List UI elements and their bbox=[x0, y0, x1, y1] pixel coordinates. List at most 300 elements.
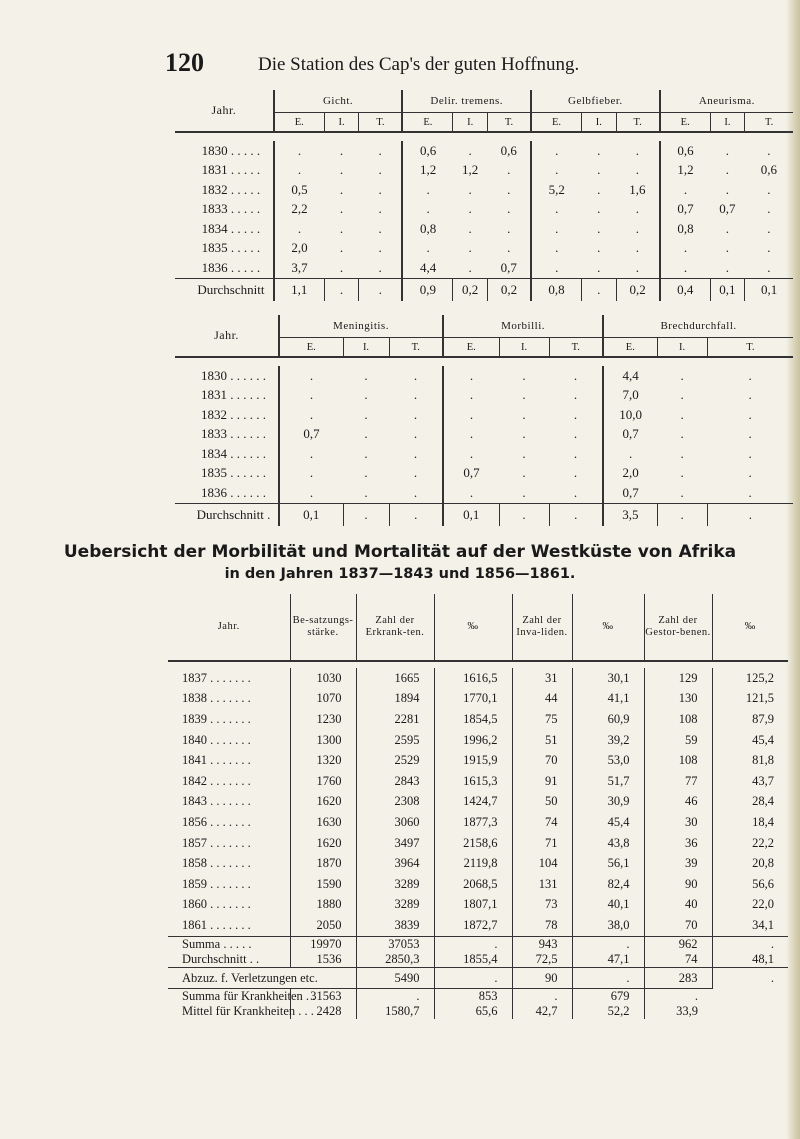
value-cell: 0,7 bbox=[500, 259, 517, 275]
value-cell: . bbox=[680, 406, 684, 422]
value-cell: . bbox=[725, 259, 730, 275]
value-cell: . bbox=[660, 180, 711, 200]
row-label: Mittel für Krankheiten . . . bbox=[182, 1004, 314, 1019]
value-cell: . bbox=[597, 181, 601, 197]
value-cell: . bbox=[279, 366, 343, 386]
value-cell: 4,4 bbox=[402, 258, 453, 278]
value-cell: 1030 bbox=[290, 668, 356, 689]
value-cell: . bbox=[468, 142, 472, 158]
value-cell: 78 bbox=[512, 915, 572, 936]
value-cell: 90 bbox=[644, 874, 712, 895]
value-cell: . bbox=[279, 464, 343, 484]
value-cell: . bbox=[378, 181, 382, 197]
value-cell: 31 bbox=[512, 668, 572, 689]
value-cell: 5,2 bbox=[531, 180, 582, 200]
sub-header: E. bbox=[402, 113, 453, 133]
value-cell: . bbox=[748, 445, 752, 461]
value-cell: . bbox=[712, 936, 788, 952]
value-cell: 2,0 bbox=[274, 239, 325, 259]
value-cell: 104 bbox=[512, 853, 572, 874]
mittel-krankheiten-row bbox=[168, 1004, 788, 1019]
average-cell: 0,1 bbox=[745, 278, 793, 301]
value-cell: . bbox=[364, 445, 368, 461]
value-cell: 87,9 bbox=[712, 709, 788, 730]
value-cell: 34,1 bbox=[712, 915, 788, 936]
average-cell: 0,1 bbox=[279, 503, 343, 526]
value-cell: . bbox=[339, 259, 344, 275]
value-cell: 2158,6 bbox=[434, 833, 512, 854]
average-cell: . bbox=[657, 503, 707, 526]
value-cell: . bbox=[339, 240, 344, 256]
value-cell: 1915,9 bbox=[434, 750, 512, 771]
average-cell: 0,1 bbox=[710, 278, 744, 301]
table-row bbox=[175, 386, 793, 406]
value-cell: 0,7 bbox=[603, 483, 657, 503]
value-cell: . bbox=[507, 220, 511, 236]
value-cell: . bbox=[522, 445, 526, 461]
value-cell: 20,8 bbox=[712, 853, 788, 874]
value-cell: . bbox=[507, 240, 511, 256]
value-cell: 0,7 bbox=[603, 425, 657, 445]
column-header: ‰ bbox=[434, 594, 512, 661]
value-cell: 19970 bbox=[290, 936, 356, 952]
value-cell: 22,0 bbox=[712, 895, 788, 916]
value-cell: 1872,7 bbox=[434, 915, 512, 936]
page-header bbox=[0, 48, 800, 78]
table-row bbox=[168, 792, 788, 813]
value-cell: . bbox=[573, 406, 578, 422]
value-cell: . bbox=[635, 162, 639, 178]
value-cell: . bbox=[364, 367, 368, 383]
value-cell: . bbox=[378, 162, 382, 178]
table-row bbox=[168, 833, 788, 854]
value-cell: . bbox=[635, 201, 639, 217]
value-cell: 5490 bbox=[356, 967, 434, 989]
value-cell: . bbox=[680, 484, 684, 500]
value-cell: . bbox=[573, 445, 578, 461]
value-cell: 0,7 bbox=[719, 201, 736, 217]
value-cell: . bbox=[635, 142, 639, 158]
value-cell: 1,2 bbox=[462, 162, 479, 178]
value-cell: . bbox=[413, 445, 418, 461]
value-cell: . bbox=[512, 989, 572, 1005]
value-cell: 73 bbox=[512, 895, 572, 916]
sub-header: I. bbox=[453, 113, 487, 133]
value-cell: 679 bbox=[572, 989, 644, 1005]
value-cell: 59 bbox=[644, 730, 712, 751]
value-cell: . bbox=[339, 181, 344, 197]
value-cell: 45,4 bbox=[712, 730, 788, 751]
table-body bbox=[175, 366, 793, 503]
value-cell: 1536 bbox=[290, 952, 356, 968]
value-cell: 2281 bbox=[356, 709, 434, 730]
sub-header: E. bbox=[603, 338, 657, 358]
value-cell: 50 bbox=[512, 792, 572, 813]
sub-header: T. bbox=[487, 113, 531, 133]
average-row bbox=[175, 278, 793, 301]
value-cell: 1620 bbox=[290, 833, 356, 854]
value-cell: . bbox=[364, 387, 368, 403]
value-cell: 41,1 bbox=[572, 689, 644, 710]
value-cell: 1760 bbox=[290, 771, 356, 792]
value-cell: . bbox=[507, 181, 511, 197]
value-cell: . bbox=[712, 967, 788, 989]
value-cell: . bbox=[767, 142, 771, 158]
value-cell: 130 bbox=[644, 689, 712, 710]
value-cell: . bbox=[748, 484, 752, 500]
value-cell: . bbox=[573, 484, 578, 500]
sub-header: T. bbox=[389, 338, 443, 358]
row-label: 1856 . . . . . . . bbox=[182, 814, 251, 829]
value-cell: . bbox=[748, 426, 752, 442]
group-header: Gelbfieber. bbox=[531, 90, 660, 113]
value-cell: 1590 bbox=[290, 874, 356, 895]
value-cell: . bbox=[522, 367, 526, 383]
value-cell: . bbox=[531, 200, 582, 220]
value-cell: 28,4 bbox=[712, 792, 788, 813]
table-row bbox=[175, 366, 793, 386]
value-cell: . bbox=[279, 444, 343, 464]
table-row bbox=[168, 895, 788, 916]
value-cell: . bbox=[339, 220, 344, 236]
value-cell: 125,2 bbox=[712, 668, 788, 689]
value-cell: . bbox=[635, 259, 639, 275]
value-cell: 2,0 bbox=[603, 464, 657, 484]
value-cell: . bbox=[597, 220, 601, 236]
value-cell: 45,4 bbox=[572, 812, 644, 833]
value-cell: 853 bbox=[434, 989, 512, 1005]
value-cell: 0,8 bbox=[402, 219, 453, 239]
value-cell: . bbox=[364, 406, 368, 422]
group-header: Morbilli. bbox=[443, 315, 603, 338]
value-cell: 2050 bbox=[290, 915, 356, 936]
value-cell: 90 bbox=[512, 967, 572, 989]
value-cell: 1807,1 bbox=[434, 895, 512, 916]
value-cell: . bbox=[767, 201, 771, 217]
value-cell: 40 bbox=[644, 895, 712, 916]
value-cell: . bbox=[531, 219, 582, 239]
average-cell: 0,4 bbox=[660, 278, 711, 301]
value-cell: 31563 bbox=[290, 989, 356, 1005]
value-cell: 75 bbox=[512, 709, 572, 730]
value-cell: 3839 bbox=[356, 915, 434, 936]
value-cell: 37053 bbox=[356, 936, 434, 952]
value-cell: . bbox=[522, 387, 526, 403]
value-cell: 42,7 bbox=[512, 1004, 572, 1019]
value-cell: . bbox=[767, 220, 771, 236]
value-cell: 1424,7 bbox=[434, 792, 512, 813]
value-cell: . bbox=[356, 989, 434, 1005]
value-cell: . bbox=[378, 220, 382, 236]
year-cell: 1835 . . . . . bbox=[201, 240, 261, 256]
sub-header: T. bbox=[359, 113, 403, 133]
year-cell: 1831 . . . . . . bbox=[201, 387, 266, 403]
value-cell: 2308 bbox=[356, 792, 434, 813]
value-cell: 71 bbox=[512, 833, 572, 854]
value-cell: . bbox=[680, 387, 684, 403]
value-cell: . bbox=[468, 181, 472, 197]
table-row bbox=[168, 709, 788, 730]
value-cell: . bbox=[725, 220, 730, 236]
table-row bbox=[175, 425, 793, 445]
value-cell: . bbox=[572, 936, 644, 952]
table-meningitis-morbilli-brechdurchfall bbox=[175, 315, 793, 526]
value-cell: 70 bbox=[512, 750, 572, 771]
value-cell: . bbox=[443, 366, 499, 386]
column-header: Zahl der Gestor-benen. bbox=[644, 594, 712, 661]
value-cell: 39 bbox=[644, 853, 712, 874]
value-cell: . bbox=[597, 162, 601, 178]
row-label: Abzuz. f. Verletzungen etc. bbox=[168, 967, 356, 989]
sub-header: E. bbox=[531, 113, 582, 133]
section-subheading: in den Jahren 1837—1843 und 1856—1861. bbox=[224, 566, 576, 582]
average-cell: 0,2 bbox=[487, 278, 531, 301]
value-cell: . bbox=[378, 240, 382, 256]
value-cell: 1620 bbox=[290, 792, 356, 813]
value-cell: 30,1 bbox=[572, 668, 644, 689]
value-cell: 108 bbox=[644, 709, 712, 730]
table-row bbox=[175, 444, 793, 464]
year-cell: 1832 . . . . . bbox=[201, 181, 261, 197]
column-header: Be-satzungs-stärke. bbox=[290, 594, 356, 661]
year-header: Jahr. bbox=[175, 90, 274, 132]
table-body bbox=[168, 668, 788, 1019]
value-cell: 10,0 bbox=[603, 405, 657, 425]
value-cell: 3,7 bbox=[274, 258, 325, 278]
value-cell: 70 bbox=[644, 915, 712, 936]
value-cell: . bbox=[748, 465, 752, 481]
value-cell: 1,6 bbox=[629, 181, 646, 197]
value-cell: 7,0 bbox=[603, 386, 657, 406]
value-cell: 53,0 bbox=[572, 750, 644, 771]
table-row bbox=[168, 689, 788, 710]
value-cell: . bbox=[573, 426, 578, 442]
value-cell: 65,6 bbox=[434, 1004, 512, 1019]
value-cell: 1996,2 bbox=[434, 730, 512, 751]
column-header: Zahl der Erkrank-ten. bbox=[356, 594, 434, 661]
value-cell: 82,4 bbox=[572, 874, 644, 895]
year-cell: 1833 . . . . . bbox=[201, 201, 261, 217]
average-cell: . bbox=[499, 503, 549, 526]
group-header: Meningitis. bbox=[279, 315, 443, 338]
value-cell: . bbox=[680, 465, 684, 481]
value-cell: . bbox=[531, 239, 582, 259]
value-cell: . bbox=[339, 201, 344, 217]
value-cell: . bbox=[680, 445, 684, 461]
year-cell: 1833 . . . . . . bbox=[201, 426, 266, 442]
value-cell: 1616,5 bbox=[434, 668, 512, 689]
value-cell: . bbox=[748, 387, 752, 403]
value-cell: 131 bbox=[512, 874, 572, 895]
table-row bbox=[168, 812, 788, 833]
sub-header: T. bbox=[616, 113, 660, 133]
value-cell: . bbox=[413, 484, 418, 500]
value-cell: 1070 bbox=[290, 689, 356, 710]
value-cell: 0,6 bbox=[760, 162, 777, 178]
row-label: 1842 . . . . . . . bbox=[182, 773, 251, 788]
sub-header: E. bbox=[443, 338, 499, 358]
value-cell: 2529 bbox=[356, 750, 434, 771]
value-cell: 30 bbox=[644, 812, 712, 833]
value-cell: 1580,7 bbox=[356, 1004, 434, 1019]
column-header: Jahr. bbox=[168, 594, 290, 661]
value-cell: . bbox=[680, 367, 684, 383]
value-cell: . bbox=[573, 465, 578, 481]
sub-header: T. bbox=[549, 338, 603, 358]
average-cell: . bbox=[343, 503, 389, 526]
value-cell: . bbox=[725, 240, 730, 256]
value-cell: . bbox=[274, 219, 325, 239]
sub-header: E. bbox=[660, 113, 711, 133]
sub-header: I. bbox=[657, 338, 707, 358]
value-cell: 39,2 bbox=[572, 730, 644, 751]
table-row bbox=[175, 180, 793, 200]
value-cell: 1230 bbox=[290, 709, 356, 730]
value-cell: . bbox=[434, 967, 512, 989]
value-cell: . bbox=[378, 201, 382, 217]
value-cell: . bbox=[597, 240, 601, 256]
table-row bbox=[175, 219, 793, 239]
average-cell: . bbox=[324, 278, 358, 301]
value-cell: 43,7 bbox=[712, 771, 788, 792]
table-row bbox=[175, 483, 793, 503]
summa-krankheiten-row bbox=[168, 989, 788, 1005]
value-cell: . bbox=[635, 220, 639, 236]
average-cell: 0,9 bbox=[402, 278, 453, 301]
value-cell: 0,7 bbox=[660, 200, 711, 220]
table-row bbox=[168, 915, 788, 936]
table-row bbox=[168, 874, 788, 895]
value-cell: . bbox=[339, 142, 344, 158]
group-header: Aneurisma. bbox=[660, 90, 793, 113]
value-cell: . bbox=[443, 444, 499, 464]
group-header: Brechdurchfall. bbox=[603, 315, 793, 338]
value-cell: . bbox=[402, 180, 453, 200]
value-cell: . bbox=[531, 161, 582, 181]
value-cell: . bbox=[680, 426, 684, 442]
value-cell: 51 bbox=[512, 730, 572, 751]
value-cell: . bbox=[635, 240, 639, 256]
value-cell: . bbox=[573, 367, 578, 383]
row-label: 1861 . . . . . . . bbox=[182, 917, 251, 932]
table-row bbox=[175, 464, 793, 484]
value-cell: . bbox=[660, 239, 711, 259]
value-cell: . bbox=[522, 484, 526, 500]
value-cell: . bbox=[378, 142, 382, 158]
value-cell: . bbox=[402, 239, 453, 259]
value-cell: 52,2 bbox=[572, 1004, 644, 1019]
year-cell: 1834 . . . . . bbox=[201, 220, 261, 236]
value-cell: . bbox=[597, 142, 601, 158]
value-cell: . bbox=[725, 142, 730, 158]
value-cell: . bbox=[767, 259, 771, 275]
value-cell: . bbox=[767, 181, 771, 197]
value-cell: . bbox=[468, 220, 472, 236]
value-cell: 129 bbox=[644, 668, 712, 689]
value-cell: 60,9 bbox=[572, 709, 644, 730]
average-label: Durchschnitt . bbox=[175, 503, 279, 526]
year-cell: 1836 . . . . . . bbox=[201, 484, 266, 500]
row-label: 1858 . . . . . . . bbox=[182, 856, 251, 871]
average-cell: . bbox=[707, 503, 793, 526]
value-cell: . bbox=[364, 484, 368, 500]
value-cell: 0,5 bbox=[274, 180, 325, 200]
table-row bbox=[175, 239, 793, 259]
table-row bbox=[168, 668, 788, 689]
table-row bbox=[168, 750, 788, 771]
average-label: Durchschnitt bbox=[175, 278, 274, 301]
table-body bbox=[175, 141, 793, 278]
average-cell: . bbox=[359, 278, 403, 301]
value-cell: . bbox=[748, 367, 752, 383]
value-cell: 1855,4 bbox=[434, 952, 512, 968]
average-row bbox=[175, 503, 793, 526]
table-gicht-delir-gelbfieber-aneurisma bbox=[175, 90, 793, 301]
value-cell: 51,7 bbox=[572, 771, 644, 792]
value-cell: . bbox=[364, 426, 368, 442]
value-cell: . bbox=[603, 444, 657, 464]
value-cell: 0,8 bbox=[660, 219, 711, 239]
running-head: Die Station des Cap's der guten Hoffnung. bbox=[258, 54, 580, 75]
summa-row bbox=[168, 936, 788, 952]
value-cell: 1,2 bbox=[660, 161, 711, 181]
row-label: 1839 . . . . . . . bbox=[182, 711, 251, 726]
average-cell: . bbox=[582, 278, 616, 301]
value-cell: . bbox=[413, 367, 418, 383]
value-cell: . bbox=[279, 386, 343, 406]
sub-header: I. bbox=[582, 113, 616, 133]
value-cell: 47,1 bbox=[572, 952, 644, 968]
value-cell: 283 bbox=[644, 967, 712, 989]
year-header: Jahr. bbox=[175, 315, 279, 357]
value-cell: . bbox=[725, 162, 730, 178]
value-cell: 1665 bbox=[356, 668, 434, 689]
value-cell: 2850,3 bbox=[356, 952, 434, 968]
value-cell: . bbox=[443, 425, 499, 445]
value-cell: 56,6 bbox=[712, 874, 788, 895]
year-cell: 1835 . . . . . . bbox=[201, 465, 266, 481]
value-cell: . bbox=[279, 483, 343, 503]
sub-header: I. bbox=[324, 113, 358, 133]
value-cell: 1,2 bbox=[402, 161, 453, 181]
value-cell: 1854,5 bbox=[434, 709, 512, 730]
value-cell: . bbox=[402, 200, 453, 220]
value-cell: 0,7 bbox=[279, 425, 343, 445]
average-row bbox=[168, 952, 788, 968]
row-label: Durchschnitt . . bbox=[182, 951, 260, 966]
sub-header: I. bbox=[710, 113, 744, 133]
table-row bbox=[175, 141, 793, 161]
row-label: 1857 . . . . . . . bbox=[182, 835, 251, 850]
value-cell: 1870 bbox=[290, 853, 356, 874]
row-label: 1840 . . . . . . . bbox=[182, 732, 251, 747]
average-cell: . bbox=[549, 503, 603, 526]
row-label: 1859 . . . . . . . bbox=[182, 876, 251, 891]
value-cell: 18,4 bbox=[712, 812, 788, 833]
value-cell: 22,2 bbox=[712, 833, 788, 854]
value-cell: . bbox=[443, 386, 499, 406]
value-cell: . bbox=[572, 967, 644, 989]
value-cell: . bbox=[364, 465, 368, 481]
year-cell: 1830 . . . . . bbox=[201, 142, 261, 158]
value-cell: 56,1 bbox=[572, 853, 644, 874]
average-cell: 0,8 bbox=[531, 278, 582, 301]
value-cell: 3060 bbox=[356, 812, 434, 833]
table-row bbox=[175, 200, 793, 220]
section-heading: Uebersicht der Morbilität und Mortalität auf der Westküste von Afrika bbox=[63, 542, 737, 562]
value-cell: 91 bbox=[512, 771, 572, 792]
year-cell: 1831 . . . . . bbox=[201, 162, 261, 178]
